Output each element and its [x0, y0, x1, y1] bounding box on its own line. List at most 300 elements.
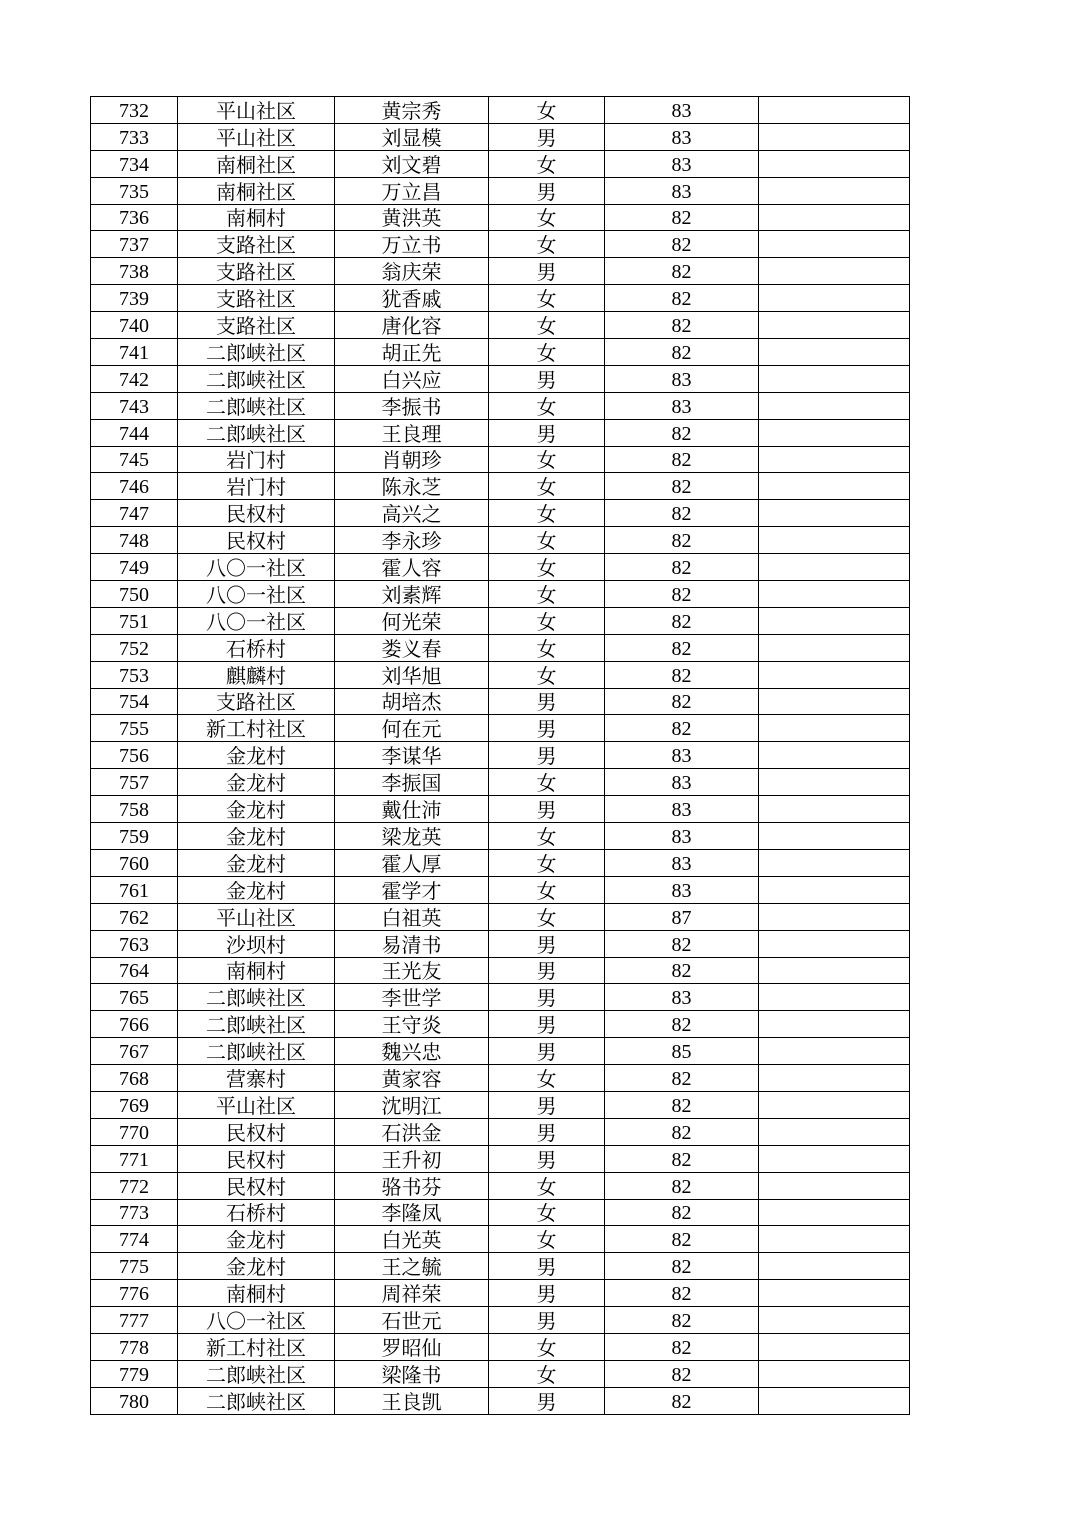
name-cell: 翁庆荣	[335, 258, 489, 285]
name-cell: 骆书芬	[335, 1172, 489, 1199]
table-row	[91, 419, 910, 446]
serial-number-cell: 740	[91, 312, 178, 339]
table-row	[91, 1199, 910, 1226]
age-cell: 85	[605, 1038, 759, 1065]
serial-number-cell: 736	[91, 204, 178, 231]
community-cell: 二郎峡社区	[178, 1387, 335, 1414]
community-cell: 支路社区	[178, 285, 335, 312]
remarks-cell	[759, 1065, 910, 1092]
serial-number-cell: 759	[91, 823, 178, 850]
table-row	[91, 97, 910, 124]
remarks-cell	[759, 365, 910, 392]
serial-number-cell: 732	[91, 97, 178, 124]
name-cell: 胡培杰	[335, 688, 489, 715]
age-cell: 82	[605, 1226, 759, 1253]
gender-cell: 女	[489, 446, 605, 473]
remarks-cell	[759, 258, 910, 285]
serial-number-cell: 777	[91, 1307, 178, 1334]
age-cell: 83	[605, 150, 759, 177]
name-cell: 石洪金	[335, 1118, 489, 1145]
community-cell: 平山社区	[178, 903, 335, 930]
gender-cell: 男	[489, 1280, 605, 1307]
serial-number-cell: 765	[91, 984, 178, 1011]
serial-number-cell: 775	[91, 1253, 178, 1280]
community-cell: 二郎峡社区	[178, 1038, 335, 1065]
table-row	[91, 312, 910, 339]
name-cell: 娄义春	[335, 634, 489, 661]
table-row	[91, 1118, 910, 1145]
gender-cell: 女	[489, 1360, 605, 1387]
serial-number-cell: 779	[91, 1360, 178, 1387]
serial-number-cell: 755	[91, 715, 178, 742]
age-cell: 83	[605, 177, 759, 204]
gender-cell: 男	[489, 984, 605, 1011]
remarks-cell	[759, 123, 910, 150]
age-cell: 82	[605, 446, 759, 473]
age-cell: 82	[605, 661, 759, 688]
serial-number-cell: 745	[91, 446, 178, 473]
gender-cell: 男	[489, 930, 605, 957]
remarks-cell	[759, 930, 910, 957]
community-cell: 支路社区	[178, 231, 335, 258]
serial-number-cell: 737	[91, 231, 178, 258]
table-row	[91, 1145, 910, 1172]
community-cell: 二郎峡社区	[178, 419, 335, 446]
table-row	[91, 984, 910, 1011]
table-row	[91, 823, 910, 850]
remarks-cell	[759, 1360, 910, 1387]
table-row	[91, 500, 910, 527]
name-cell: 肖朝珍	[335, 446, 489, 473]
table-row	[91, 849, 910, 876]
table-row	[91, 392, 910, 419]
community-cell: 麒麟村	[178, 661, 335, 688]
community-cell: 南桐社区	[178, 150, 335, 177]
table-row	[91, 339, 910, 366]
table-row	[91, 231, 910, 258]
age-cell: 82	[605, 1172, 759, 1199]
table-row	[91, 1387, 910, 1414]
community-cell: 民权村	[178, 500, 335, 527]
remarks-cell	[759, 984, 910, 1011]
table-row	[91, 1307, 910, 1334]
community-cell: 支路社区	[178, 258, 335, 285]
name-cell: 王之毓	[335, 1253, 489, 1280]
remarks-cell	[759, 339, 910, 366]
remarks-cell	[759, 634, 910, 661]
table-row	[91, 715, 910, 742]
age-cell: 82	[605, 957, 759, 984]
community-cell: 八〇一社区	[178, 1307, 335, 1334]
community-cell: 二郎峡社区	[178, 365, 335, 392]
serial-number-cell: 750	[91, 581, 178, 608]
table-row	[91, 1360, 910, 1387]
gender-cell: 男	[489, 1091, 605, 1118]
name-cell: 黄洪英	[335, 204, 489, 231]
table-row	[91, 607, 910, 634]
table-row	[91, 473, 910, 500]
gender-cell: 女	[489, 1172, 605, 1199]
remarks-cell	[759, 1253, 910, 1280]
serial-number-cell: 768	[91, 1065, 178, 1092]
community-cell: 南桐村	[178, 204, 335, 231]
age-cell: 83	[605, 876, 759, 903]
gender-cell: 女	[489, 527, 605, 554]
table-row	[91, 1226, 910, 1253]
table-row	[91, 446, 910, 473]
serial-number-cell: 744	[91, 419, 178, 446]
gender-cell: 女	[489, 150, 605, 177]
age-cell: 82	[605, 1145, 759, 1172]
community-cell: 金龙村	[178, 1253, 335, 1280]
community-cell: 平山社区	[178, 1091, 335, 1118]
age-cell: 82	[605, 339, 759, 366]
gender-cell: 女	[489, 769, 605, 796]
gender-cell: 男	[489, 796, 605, 823]
table-row	[91, 930, 910, 957]
roster-table-body	[91, 97, 910, 1415]
remarks-cell	[759, 769, 910, 796]
serial-number-cell: 757	[91, 769, 178, 796]
age-cell: 82	[605, 1091, 759, 1118]
serial-number-cell: 747	[91, 500, 178, 527]
name-cell: 石世元	[335, 1307, 489, 1334]
table-row	[91, 742, 910, 769]
name-cell: 何光荣	[335, 607, 489, 634]
table-row	[91, 1253, 910, 1280]
remarks-cell	[759, 285, 910, 312]
gender-cell: 男	[489, 1038, 605, 1065]
community-cell: 新工村社区	[178, 1333, 335, 1360]
remarks-cell	[759, 1145, 910, 1172]
community-cell: 金龙村	[178, 823, 335, 850]
serial-number-cell: 756	[91, 742, 178, 769]
age-cell: 82	[605, 258, 759, 285]
community-cell: 金龙村	[178, 1226, 335, 1253]
remarks-cell	[759, 715, 910, 742]
remarks-cell	[759, 581, 910, 608]
age-cell: 82	[605, 1280, 759, 1307]
serial-number-cell: 763	[91, 930, 178, 957]
community-cell: 岩门村	[178, 473, 335, 500]
community-cell: 民权村	[178, 1172, 335, 1199]
age-cell: 82	[605, 312, 759, 339]
remarks-cell	[759, 231, 910, 258]
remarks-cell	[759, 1091, 910, 1118]
name-cell: 周祥荣	[335, 1280, 489, 1307]
table-row	[91, 258, 910, 285]
age-cell: 82	[605, 1387, 759, 1414]
table-row	[91, 634, 910, 661]
community-cell: 新工村社区	[178, 715, 335, 742]
community-cell: 岩门村	[178, 446, 335, 473]
remarks-cell	[759, 1387, 910, 1414]
gender-cell: 男	[489, 258, 605, 285]
community-cell: 石桥村	[178, 1199, 335, 1226]
serial-number-cell: 752	[91, 634, 178, 661]
community-cell: 南桐社区	[178, 177, 335, 204]
age-cell: 82	[605, 1118, 759, 1145]
gender-cell: 女	[489, 97, 605, 124]
remarks-cell	[759, 1307, 910, 1334]
remarks-cell	[759, 177, 910, 204]
serial-number-cell: 753	[91, 661, 178, 688]
community-cell: 金龙村	[178, 769, 335, 796]
remarks-cell	[759, 97, 910, 124]
serial-number-cell: 764	[91, 957, 178, 984]
name-cell: 李隆凤	[335, 1199, 489, 1226]
serial-number-cell: 778	[91, 1333, 178, 1360]
remarks-cell	[759, 392, 910, 419]
community-cell: 二郎峡社区	[178, 1360, 335, 1387]
serial-number-cell: 749	[91, 554, 178, 581]
table-row	[91, 581, 910, 608]
name-cell: 戴仕沛	[335, 796, 489, 823]
gender-cell: 男	[489, 957, 605, 984]
community-cell: 平山社区	[178, 97, 335, 124]
community-cell: 支路社区	[178, 688, 335, 715]
gender-cell: 女	[489, 473, 605, 500]
table-row	[91, 527, 910, 554]
community-cell: 沙坝村	[178, 930, 335, 957]
gender-cell: 男	[489, 1118, 605, 1145]
gender-cell: 男	[489, 1253, 605, 1280]
name-cell: 王守炎	[335, 1011, 489, 1038]
serial-number-cell: 748	[91, 527, 178, 554]
serial-number-cell: 773	[91, 1199, 178, 1226]
community-cell: 八〇一社区	[178, 581, 335, 608]
remarks-cell	[759, 849, 910, 876]
name-cell: 黄家容	[335, 1065, 489, 1092]
gender-cell: 女	[489, 285, 605, 312]
roster-table	[90, 96, 910, 1415]
age-cell: 83	[605, 123, 759, 150]
serial-number-cell: 767	[91, 1038, 178, 1065]
remarks-cell	[759, 957, 910, 984]
community-cell: 南桐村	[178, 957, 335, 984]
community-cell: 二郎峡社区	[178, 1011, 335, 1038]
age-cell: 82	[605, 231, 759, 258]
name-cell: 万立书	[335, 231, 489, 258]
name-cell: 胡正先	[335, 339, 489, 366]
name-cell: 霍人容	[335, 554, 489, 581]
remarks-cell	[759, 1199, 910, 1226]
name-cell: 霍学才	[335, 876, 489, 903]
age-cell: 82	[605, 1333, 759, 1360]
serial-number-cell: 742	[91, 365, 178, 392]
community-cell: 平山社区	[178, 123, 335, 150]
remarks-cell	[759, 1172, 910, 1199]
remarks-cell	[759, 742, 910, 769]
table-row	[91, 903, 910, 930]
name-cell: 高兴之	[335, 500, 489, 527]
table-row	[91, 1333, 910, 1360]
age-cell: 82	[605, 204, 759, 231]
gender-cell: 女	[489, 1065, 605, 1092]
serial-number-cell: 770	[91, 1118, 178, 1145]
serial-number-cell: 772	[91, 1172, 178, 1199]
remarks-cell	[759, 554, 910, 581]
table-row	[91, 796, 910, 823]
community-cell: 营寨村	[178, 1065, 335, 1092]
age-cell: 82	[605, 1307, 759, 1334]
table-row	[91, 150, 910, 177]
serial-number-cell: 771	[91, 1145, 178, 1172]
table-row	[91, 661, 910, 688]
name-cell: 白光英	[335, 1226, 489, 1253]
remarks-cell	[759, 312, 910, 339]
age-cell: 83	[605, 823, 759, 850]
community-cell: 金龙村	[178, 849, 335, 876]
table-row	[91, 876, 910, 903]
gender-cell: 女	[489, 823, 605, 850]
gender-cell: 女	[489, 634, 605, 661]
serial-number-cell: 735	[91, 177, 178, 204]
gender-cell: 男	[489, 1387, 605, 1414]
age-cell: 82	[605, 1065, 759, 1092]
serial-number-cell: 741	[91, 339, 178, 366]
table-row	[91, 365, 910, 392]
remarks-cell	[759, 661, 910, 688]
remarks-cell	[759, 688, 910, 715]
remarks-cell	[759, 796, 910, 823]
community-cell: 二郎峡社区	[178, 392, 335, 419]
name-cell: 李谋华	[335, 742, 489, 769]
gender-cell: 女	[489, 204, 605, 231]
remarks-cell	[759, 1226, 910, 1253]
serial-number-cell: 760	[91, 849, 178, 876]
table-row	[91, 1038, 910, 1065]
gender-cell: 男	[489, 742, 605, 769]
table-row	[91, 1065, 910, 1092]
remarks-cell	[759, 204, 910, 231]
table-row	[91, 123, 910, 150]
name-cell: 白兴应	[335, 365, 489, 392]
community-cell: 八〇一社区	[178, 554, 335, 581]
gender-cell: 女	[489, 1226, 605, 1253]
gender-cell: 男	[489, 1145, 605, 1172]
name-cell: 刘显模	[335, 123, 489, 150]
name-cell: 李振国	[335, 769, 489, 796]
gender-cell: 女	[489, 1333, 605, 1360]
gender-cell: 男	[489, 365, 605, 392]
table-row	[91, 957, 910, 984]
age-cell: 82	[605, 1011, 759, 1038]
remarks-cell	[759, 1038, 910, 1065]
serial-number-cell: 761	[91, 876, 178, 903]
name-cell: 霍人厚	[335, 849, 489, 876]
serial-number-cell: 754	[91, 688, 178, 715]
remarks-cell	[759, 1011, 910, 1038]
gender-cell: 女	[489, 392, 605, 419]
table-row	[91, 204, 910, 231]
community-cell: 石桥村	[178, 634, 335, 661]
remarks-cell	[759, 823, 910, 850]
gender-cell: 女	[489, 607, 605, 634]
remarks-cell	[759, 500, 910, 527]
serial-number-cell: 751	[91, 607, 178, 634]
name-cell: 梁隆书	[335, 1360, 489, 1387]
age-cell: 82	[605, 930, 759, 957]
community-cell: 金龙村	[178, 876, 335, 903]
name-cell: 王良凯	[335, 1387, 489, 1414]
remarks-cell	[759, 446, 910, 473]
community-cell: 金龙村	[178, 742, 335, 769]
table-row	[91, 554, 910, 581]
name-cell: 万立昌	[335, 177, 489, 204]
name-cell: 李永珍	[335, 527, 489, 554]
name-cell: 沈明江	[335, 1091, 489, 1118]
table-row	[91, 285, 910, 312]
gender-cell: 女	[489, 231, 605, 258]
gender-cell: 女	[489, 849, 605, 876]
name-cell: 王升初	[335, 1145, 489, 1172]
community-cell: 二郎峡社区	[178, 339, 335, 366]
serial-number-cell: 766	[91, 1011, 178, 1038]
gender-cell: 男	[489, 1307, 605, 1334]
name-cell: 陈永芝	[335, 473, 489, 500]
table-row	[91, 769, 910, 796]
gender-cell: 女	[489, 661, 605, 688]
gender-cell: 男	[489, 1011, 605, 1038]
serial-number-cell: 746	[91, 473, 178, 500]
age-cell: 82	[605, 1360, 759, 1387]
gender-cell: 女	[489, 876, 605, 903]
name-cell: 刘文碧	[335, 150, 489, 177]
name-cell: 犹香戚	[335, 285, 489, 312]
community-cell: 南桐村	[178, 1280, 335, 1307]
name-cell: 罗昭仙	[335, 1333, 489, 1360]
gender-cell: 男	[489, 688, 605, 715]
gender-cell: 男	[489, 715, 605, 742]
community-cell: 金龙村	[178, 796, 335, 823]
remarks-cell	[759, 607, 910, 634]
serial-number-cell: 762	[91, 903, 178, 930]
age-cell: 83	[605, 97, 759, 124]
table-row	[91, 688, 910, 715]
age-cell: 83	[605, 365, 759, 392]
age-cell: 83	[605, 742, 759, 769]
name-cell: 梁龙英	[335, 823, 489, 850]
name-cell: 唐化容	[335, 312, 489, 339]
name-cell: 李世学	[335, 984, 489, 1011]
age-cell: 83	[605, 796, 759, 823]
gender-cell: 女	[489, 500, 605, 527]
age-cell: 82	[605, 500, 759, 527]
age-cell: 82	[605, 688, 759, 715]
serial-number-cell: 734	[91, 150, 178, 177]
age-cell: 82	[605, 1199, 759, 1226]
name-cell: 王光友	[335, 957, 489, 984]
gender-cell: 女	[489, 312, 605, 339]
name-cell: 李振书	[335, 392, 489, 419]
age-cell: 87	[605, 903, 759, 930]
serial-number-cell: 743	[91, 392, 178, 419]
name-cell: 何在元	[335, 715, 489, 742]
gender-cell: 男	[489, 177, 605, 204]
community-cell: 民权村	[178, 1145, 335, 1172]
community-cell: 二郎峡社区	[178, 984, 335, 1011]
age-cell: 82	[605, 634, 759, 661]
remarks-cell	[759, 876, 910, 903]
remarks-cell	[759, 527, 910, 554]
age-cell: 82	[605, 419, 759, 446]
gender-cell: 女	[489, 554, 605, 581]
community-cell: 八〇一社区	[178, 607, 335, 634]
serial-number-cell: 738	[91, 258, 178, 285]
age-cell: 83	[605, 392, 759, 419]
age-cell: 82	[605, 554, 759, 581]
